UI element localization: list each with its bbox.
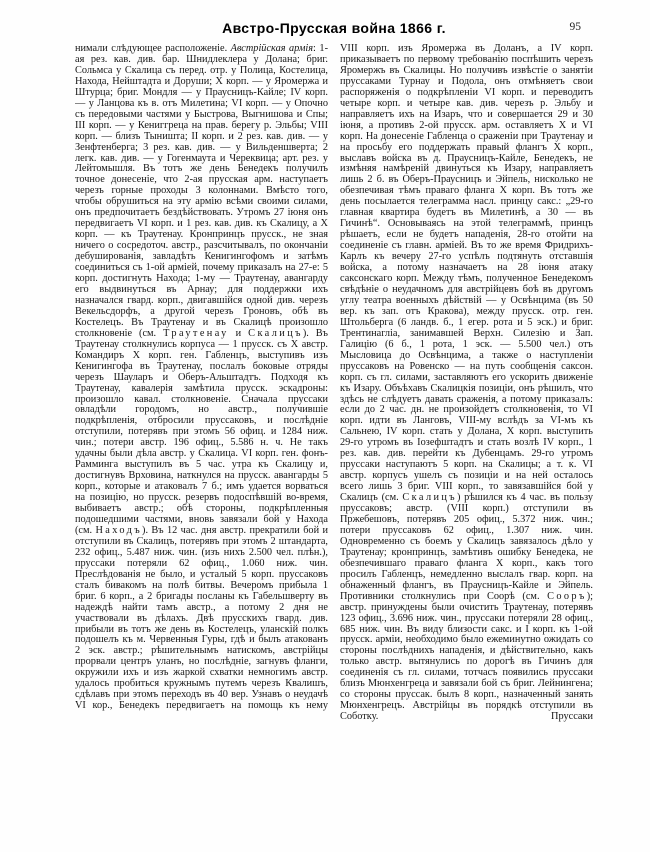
running-header bbox=[75, 20, 593, 40]
text-column-left: нимали слѣдующее расположеніе. Австрійская армія: 1-ая рез. кав. див. бар. Шнидлеклера у Долана; бриг. Сольмса у Скалица съ перед. отр. у Полица, Костелица, Находа, Нейштадта и Доруши; X корп. — у Яромержа и Штурца; бриг. Мондля — у Праусницъ-Кайле; IV корп. — у Ланцова къ в. отъ Милетина; VI корп. — у Опочно съ передовыми частями у Быстрова, Выгнишова и Спы; III корп. — у Кениггреца на прав. берегу р. Эльбы; VIII корп. — близъ Тыништа; II корп. и 2 рез. кав. див. — у Зенфтенберга; 3 рез. кав. див. — у Вильденшверта; 2 легк. кав. див. — у Гогенмаута и Череквица; арт. рез. у Лейтомышля. Въ тотъ же день Бенедекъ получилъ точное донесеніе, что 2-ая прусская арм. наступаетъ черезъ горные проходы 3 колоннами. Вмѣсто того, чтобы обрушиться на эту армію всѣми своими силами, онъ предпочитаетъ бездѣйствовать. Утромъ 27 іюня онъ передвигаетъ VI корп. и 1 рез. кав. див. къ Скалицу, а X корп. — къ Траутенау. Кронпринцъ прусск., не зная ничего о сосредоточ. австр., разсчитывалъ, по окончаніи дебушированія, завладѣть Кенигингофомъ и затѣмъ соединиться съ 1-ой арміей, почему приказалъ на 27-е: 5 корп. достигнуть Находа; 1-му — Траутенау, авангарду его выдвинуться въ Арнау; для поддержки ихъ назначался гвард. корп., двигавшійся одной див. черезъ Векельсдорфъ, а другой черезъ Гроновъ, обѣ въ Костелецъ. Въ Траутенау и въ Скалицѣ произошло столкновеніе (см. Траутенау и Скалицъ). Въ Траутенау столкнулись корпуса — 1 прусск. съ X австр. Командиръ X корп. ген. Габленцъ, выступивъ изъ Кенигингофа въ Траутенау, послалъ боковые отряды черезъ Шауларъ и Оберъ-Альштадтъ. Подходя къ Траутенау, кавалерія замѣтила прусск. эскадроны: произошло кавал. столкновеніе. Сначала пруссаки овладѣли городомъ, но австр., получившіе подкрѣпленія, отбросили пруссаковъ, и послѣдніе отступили, потерявъ при этомъ 56 офиц. и 1284 ниж. чин.; потери австр. 196 офиц., 5.586 н. ч. Не такъ удачны были дѣла австр. у Скалица. VI корп. ген. фонъ-Рамминга выступилъ въ 5 час. утра къ Скалицу и, достигнувъ Врховина, наткнулся на прусск. авангарды 5 корп., которые и атаковалъ 7 б.; имъ удается ворваться на позицію, но прусск. резервъ подоспѣвшій во-время, выбиваетъ австр.; обѣ стороны, подкрѣпленныя подошедшими частями, вновь завязали бой у Находа (см. Находъ). Въ 12 час. дня австр. прекратили бой и отступили въ Скалицъ, потерявъ при этомъ 2 штандарта, 232 офиц., 5.487 ниж. чин. (изъ нихъ 2.500 чел. плѣн.), пруссаки потеряли 62 офиц., 1.060 ниж. чин. Преслѣдованія не было, и усталый 5 корп. пруссаковъ сталъ бивакомъ на полѣ битвы. Вечеромъ прибыла 1 бриг. 6 корп., а 2 бригады посланы къ Габельшверту въ надеждѣ найти тамъ австр., а потому 2 дня не участвовали въ дѣлахъ. Двѣ прусскихъ гвард. див. прибыли въ тотъ же день въ Костелецъ, уланскій полкъ подошелъ къ м. Червенныя Гуры, гдѣ и былъ атакованъ 2 эск. австр.; рѣшительнымъ натискомъ, австрійцы прорвали центръ уланъ, но послѣдніе, загнувъ фланги, окружили ихъ и изъ жаркой схватки немногимъ австр. удалось пробиться кружнымъ путемъ черезъ Квалишъ, сдѣлавъ при этомъ переходъ въ 40 вер. Узнавъ о неудачѣ VI кор., Бенедекъ передвигаетъ на помощь къ нему bbox=[75, 44, 328, 712]
page-title: Австро-Прусская война 1866 г. bbox=[222, 20, 446, 36]
article-body bbox=[75, 44, 593, 792]
page-number: 95 bbox=[569, 21, 581, 33]
text-column-right: VIII корп. изъ Яромержа въ Доланъ, а IV корп. приказываетъ по первому требованію поспѣшить черезъ Яромержъ въ Скалицы. Но получивъ извѣстіе о занятіи пруссаками Турнау и Подола, онъ отмѣняетъ свои распоряженія о подкрѣпленіи VI корп. и переводитъ четыре корп. и четыре кав. див. черезъ р. Эльбу и направляетъ ихъ на Изаръ, что и совершается 29 и 30 іюня, а противъ 2-ой прусск. арм. оставляетъ X и VI корп. На донесеніе Габленца о сраженіи при Траутенау и на просьбу его поддержать правый флангъ X корп., выславъ войска въ д. Праусницъ-Кайле, Бенедекъ, не измѣняя намѣреній двинуться къ Изару, направляетъ лишь 2 б. въ Оберъ-Праусницъ и Эйпель, нисколько не обезпечивая тѣмъ праваго фланга X корп. Въ тотъ же день посылается телеграмма насл. принцу сакс.: „29-го главная квартира будетъ въ Милетинѣ, а 30 — въ Гичинѣ“. Основываясь на этой телеграммѣ, принцъ рѣшаетъ, если не будетъ нападенія, 28-го отойти на соединеніе съ главн. арміей. Въ то же время Фридрихъ-Карлъ къ вечеру 27-го успѣлъ подтянуть отставшія войска, а потому назначаетъ на 28 іюня атаку саксонскаго корп. Между тѣмъ, полученное Бенедекомъ свѣдѣніе о неудачномъ для австрійцевъ боѣ въ другомъ углу театра военныхъ дѣйствій — у Освѣнцима (въ 50 вер. къ зап. отъ Кракова), между прусск. отр. ген. Штольберга (6 ландв. б., 1 егер. рота и 5 эск.) и бриг. Трентинагліа, занимавшей Верхн. Силезію и Зап. Галицію (6 б., 1 рота, 1 эск. — 5.500 чел.) отъ Мысловица до Освѣнцима, а также о наступленіи пруссаковъ на Ровенско — на путь сообщенія саксон. корп. съ гл. силами, заставляютъ его ускорить движеніе къ Изару. Объѣхавъ Скалицкія позиціи, онъ рѣшилъ, что здѣсь не слѣдуетъ давать сраженія, а потому приказалъ: если до 2 час. дн. не произойдетъ столкновенія, то VI корп. идти въ Ланговъ, VIII-му вслѣдъ за VI-мъ къ Сальнею, IV корп. стать у Долана, X корп. выступить 29-го утромъ въ Іозефштадтъ и стать возлѣ IV корп., 1 рез. кав. див. перейти къ Дубенцамъ. 29-го утромъ пруссаки наступаютъ 5 корп. на Скалицы; а т. к. VI австр. корпусъ ушелъ съ позиціи и на ней осталось всего лишь 3 бриг. VIII корп., то завязавшійся бой у Скалицъ (см. Скалицъ) рѣшился къ 4 час. въ пользу пруссаковъ; австр. (VIII корп.) отступили въ Пржебешовъ, потерявъ 205 офиц., 5.372 ниж. чин.; потери пруссаковъ 62 офиц., 1.307 ниж. чин. Одновременно съ боемъ у Скалицъ завязалось дѣло у Траутенау; кронпринцъ, замѣтивъ ошибку Бенедека, не обезпечившаго праваго фланга X корп., какъ того просилъ Габленцъ, немедленно выслалъ гвар. корп. на обнаженный флангъ, въ Праусницъ-Кайле и Эйпель. Противники столкнулись при Соорѣ (см. Сооръ); австр. принуждены были очистить Траутенау, потерявъ 123 офиц., 3.696 ниж. чин., пруссаки потеряли 28 офиц., 685 ниж. чин. Въ виду близости сакс. и I корп. къ 1-ой прусск. арміи, необходимо было ежеминутно ожидать со стороны послѣднихъ нападенія, и дѣйствительно, какъ только австр. вытянулись по дорогѣ въ Гичинъ для соединенія съ гл. силами, тотчасъ появились пруссаки близъ Мюнхенгреца и завязали бой съ бриг. Лейнингена; со стороны пруссак. былъ 8 корп., назначенный занять Мюнхенгрецъ. Австрійцы въ порядкѣ отступили въ Соботку. Пруссаки bbox=[340, 44, 593, 723]
